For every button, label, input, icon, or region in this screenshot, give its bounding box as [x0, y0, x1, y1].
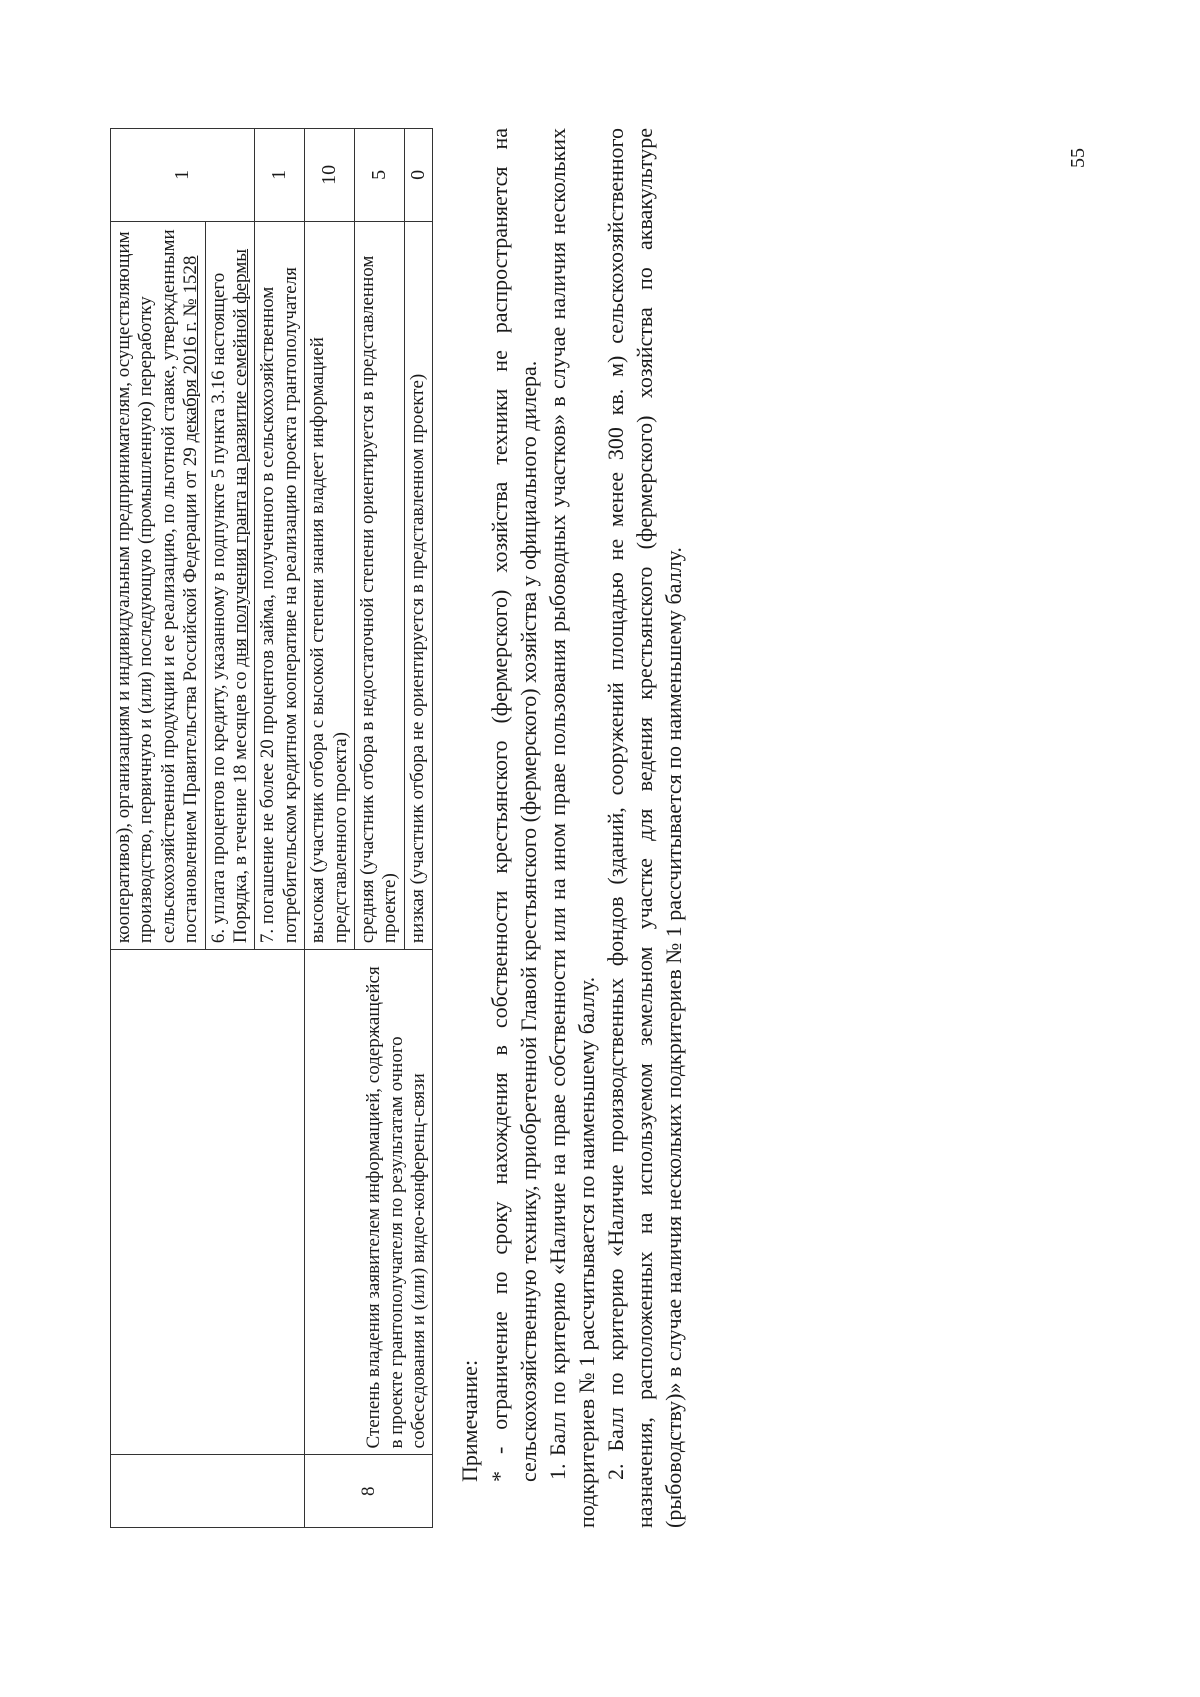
- option-score-cell: 1: [255, 129, 305, 222]
- option-score-cell: 0: [404, 129, 433, 222]
- option-description-cell: [404, 221, 433, 950]
- option-text: кооперативов), организациям и индивидуальным предпринимателям, осуществляющим производство, первичную и (или) последующую (промышленную) переработку сельскохозяйственной продукции и ее реализацию, по льготной ставке, утвержденными постановлением Правительства Российской Федерации от 29: [113, 229, 202, 944]
- criteria-table: [110, 128, 433, 1528]
- note-1: 1. Балл по критерию «Наличие на праве собственности или на ином праве пользования рыбоводных участков» в случае наличия нескольких подкритериев № 1 рассчитывается по наименьшему баллу.: [544, 128, 599, 1528]
- option-score-cell: 1: [111, 129, 255, 222]
- criteria-table-body: [111, 129, 433, 1528]
- notes-section: [455, 128, 687, 1528]
- option-score-cell: 10: [305, 129, 355, 222]
- option-text: высокая (участник отбора с высокой степени знания владеет информацией представленного проекта): [307, 337, 351, 944]
- rotated-page-content: [110, 108, 1110, 1588]
- option-text-underlined: декабря 2016 г. № 1528: [180, 255, 202, 443]
- option-description-cell: [255, 221, 305, 950]
- page-number: 55: [1067, 148, 1089, 168]
- table-row: [305, 129, 355, 1528]
- option-description-cell: [205, 221, 255, 950]
- option-description-cell: [111, 221, 206, 950]
- criterion-number-cell: [111, 1455, 305, 1528]
- notes-heading: Примечание:: [457, 1359, 483, 1482]
- option-text: 7. погашение не более 20 процентов займа, полученного в сельскохозяйственном потребительском кредитном кооперативе на реализацию проекта грантополучателя: [257, 267, 301, 944]
- option-text: средняя (участник отбора в недостаточной степени ориентируется в представленном проекте): [357, 255, 401, 944]
- option-text-underlined: дня получения гранта на развитие семейной фермы: [230, 248, 252, 667]
- criterion-cell: [111, 950, 305, 1455]
- option-description-cell: [305, 221, 355, 950]
- note-asterisk: * - ограничение по сроку нахождения в собственности крестьянского (фермерского) хозяйства техники не распространяется на сельскохозяйственную технику, приобретенной Главой крестьянского (фермерского) хозяйства у официального дилера.: [486, 128, 541, 1482]
- table-row: [111, 129, 206, 1528]
- option-text: низкая (участник отбора не ориентируется в представленном проекте): [406, 373, 428, 944]
- option-score-cell: 5: [355, 129, 405, 222]
- option-text: 6. уплата процентов по кредиту, указанному в подпункте 5 пункта 3.16 настоящего Порядка, в течение 18 месяцев со: [207, 272, 252, 944]
- criterion-cell: Степень владения заявителем информацией, содержащейся в проекте грантополучателя по результатам очного собеседования и (или) видео-конференц-связи: [305, 950, 433, 1455]
- option-description-cell: [355, 221, 405, 950]
- note-2: 2. Балл по критерию «Наличие производственных фондов (зданий, сооружений площадью не менее 300 кв. м) сельскохозяйственного назначения, расположенных на используемом земельном участке для ведения крестьянского (фермерского) хозяйства по аквакультуре (рыбоводству)» в случае наличия нескольких подкритериев № 1 рассчитывается по наименьшему баллу.: [602, 128, 686, 1528]
- criterion-number-cell: 8: [305, 1455, 433, 1528]
